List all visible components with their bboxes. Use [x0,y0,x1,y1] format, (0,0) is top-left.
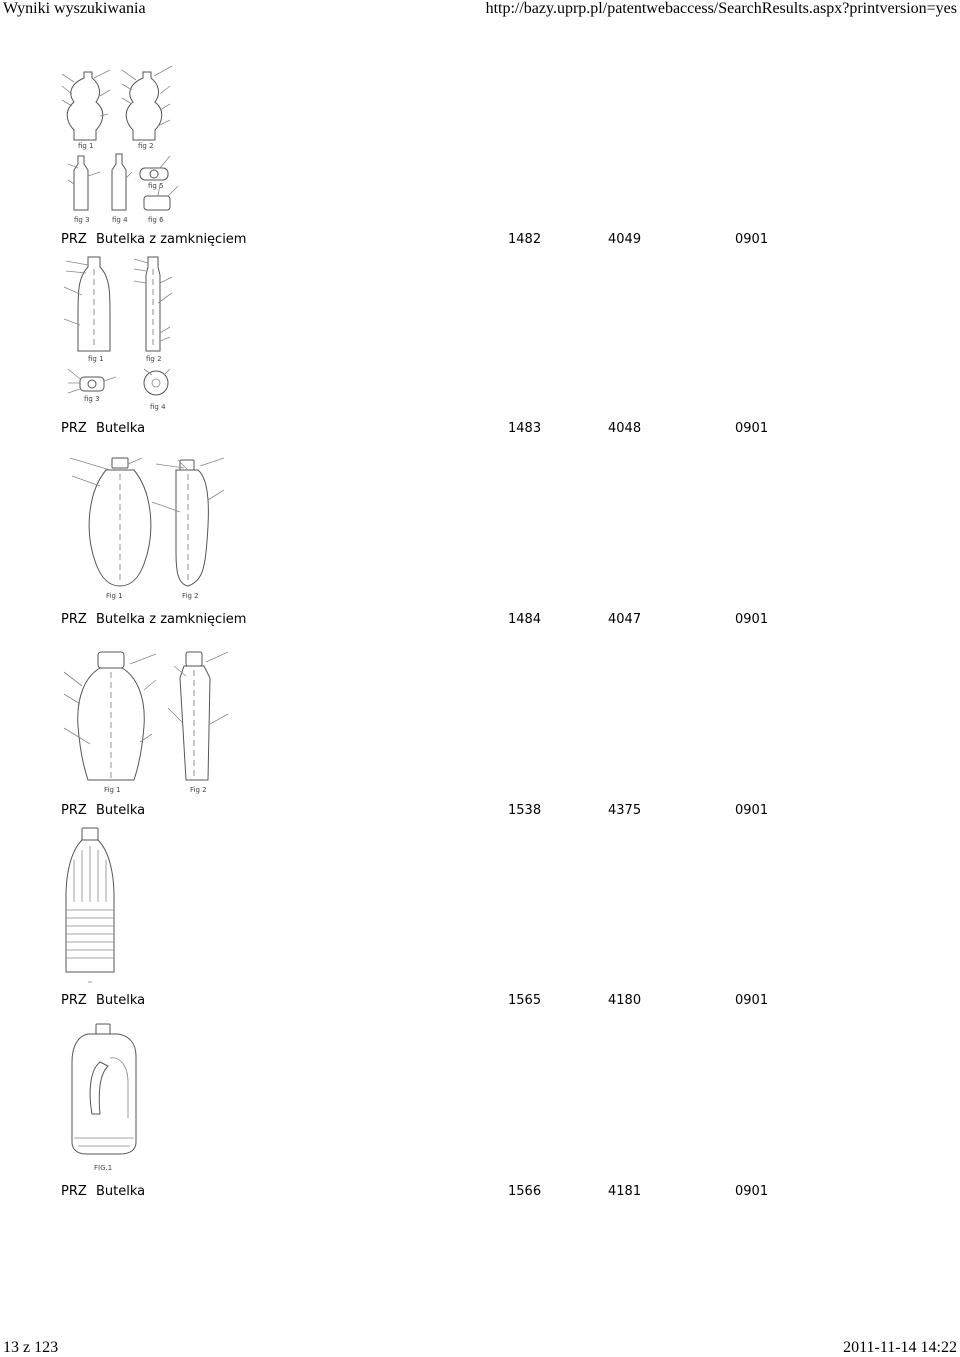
result-type: PRZ [61,232,87,247]
result-class: 0901 [735,803,769,818]
patent-drawing-1 [60,60,190,228]
result-type: PRZ [61,803,87,818]
patent-drawing-6 [60,1022,150,1174]
result-class: 0901 [735,421,769,436]
result-class: 0901 [735,993,769,1008]
patent-drawing-4 [60,646,240,794]
result-number: 1566 [508,1184,542,1199]
print-datetime: 2011-11-14 14:22 [843,1339,957,1356]
result-number: 1565 [508,993,542,1008]
drawing-label: Fig 2 [182,592,199,600]
drawing-label: Fig 2 [190,786,207,794]
patent-drawing-2 [60,253,180,415]
result-title[interactable]: Butelka [96,421,146,436]
drawing-label: fig 1 [88,355,104,363]
result-number-2: 4181 [608,1184,642,1199]
drawing-label: FIG.1 [94,1164,113,1172]
result-class: 0901 [735,232,769,247]
result-number: 1484 [508,612,542,627]
result-number-2: 4049 [608,232,642,247]
result-number: 1482 [508,232,542,247]
drawing-label: fig 4 [112,216,128,224]
drawing-label: fig 4 [150,403,166,411]
result-number-2: 4375 [608,803,642,818]
drawing-label: Fig 1 [106,592,123,600]
result-number-2: 4047 [608,612,642,627]
result-number: 1483 [508,421,542,436]
result-type: PRZ [61,612,87,627]
result-class: 0901 [735,1184,769,1199]
result-number-2: 4048 [608,421,642,436]
drawing-label: fig 1 [78,142,94,150]
drawing-label: fig 6 [148,216,164,224]
result-title[interactable]: Butelka [96,1184,146,1199]
drawing-label: Fig 1 [104,786,121,794]
page-counter: 13 z 123 [3,1339,59,1356]
drawing-label: fig 2 [138,142,154,150]
result-type: PRZ [61,1184,87,1199]
patent-drawing-5 [60,826,120,990]
result-title[interactable]: Butelka z zamknięciem [96,232,247,247]
result-number-2: 4180 [608,993,642,1008]
drawing-label: fig 2 [146,355,162,363]
result-type: PRZ [61,421,87,436]
page-header-title: Wyniki wyszukiwania [3,0,146,17]
result-title[interactable]: Butelka [96,993,146,1008]
page-header-url[interactable]: http://bazy.uprp.pl/patentwebaccess/SearchResults.aspx?printversion=yes [485,0,957,17]
patent-drawing-3 [60,452,240,600]
drawing-label: fig 5 [148,182,164,190]
drawing-label: fig 3 [84,395,100,403]
result-type: PRZ [61,993,87,1008]
drawing-label: fig 3 [74,216,90,224]
result-number: 1538 [508,803,542,818]
result-class: 0901 [735,612,769,627]
result-title[interactable]: Butelka z zamknięciem [96,612,247,627]
result-title[interactable]: Butelka [96,803,146,818]
